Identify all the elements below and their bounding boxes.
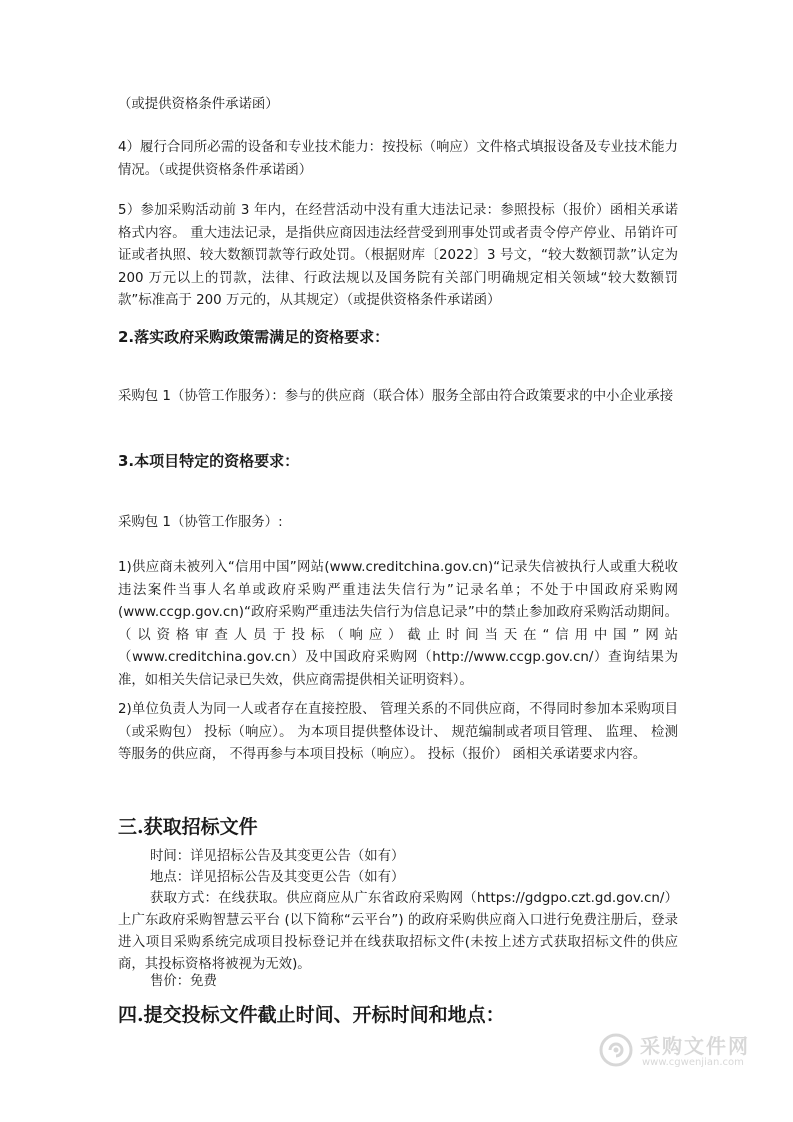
section-special-heading: 3.本项目特定的资格要求：: [118, 452, 300, 470]
item-5-text: 5）参加采购活动前 3 年内，在经营活动中没有重大违法记录：参照投标（报价）函相关承诺格式内容。 重大违法记录，是指供应商因违法经营受到刑事处罚或者责令停产停业、吊销许可证或者执照、较大数额罚款等行政处罚。（根据财库〔2022〕3 号文，“较大数额罚款”认定为 200 万元以上的罚款，法律、行政法规以及国务院有关部门明确规定相关领域“较大数额罚款”标准高于 200 万元的，从其规定）（或提供资格条件承诺函）: [118, 203, 678, 308]
special-requirement-1: 1)供应商未被列入“信用中国”网站(www.creditchina.gov.cn)“记录失信被执行人或重大税收违法案件当事人名单或政府采购严重违法失信行为”记录名单；不处于中国政府采购网(www.ccgp.gov.cn)“政府采购严重违法失信行为信息记录”中的禁止参加政府采购活动期间。（以资格审查人员于投标（响应）截止时间当天在“信用中国”网站（www.creditchina.gov.cn）及中国政府采购网（http://www.ccgp.gov.cn/）查询结果为准，如相关失信记录已失效，供应商需提供相关证明资料）。: [118, 560, 678, 688]
watermark-name: 采购文件网: [640, 1034, 750, 1058]
cgwenjian-logo-icon: [598, 1032, 634, 1068]
special-package-label: 采购包 1（协管工作服务）:: [118, 515, 283, 530]
special-requirement-2: 2)单位负责人为同一人或者存在直接控股、 管理关系的不同供应商，不得同时参加本采购项目（或采购包） 投标（响应）。 为本项目提供整体设计、 规范编制或者项目管理、 监理、 检测等服务的供应商， 不得再参与本项目投标（响应）。 投标（报价） 函相关承诺要求内容。: [118, 702, 678, 762]
watermark: [598, 1030, 758, 1074]
obtain-time: 时间：详见招标公告及其变更公告（如有）: [150, 849, 405, 864]
section-3-heading: 三.获取招标文件: [118, 816, 258, 838]
obtain-method: 获取方式：在线获取。供应商应从广东省政府采购网（https://gdgpo.czt.gd.gov.cn/）上广东政府采购智慧云平台 (以下简称“云平台”) 的政府采购供应商入口进行免费注册后，登录进入项目采购系统完成项目投标登记并在线获取招标文件(未按上述方式获取招标文件的供应商，其投标资格将被视为无效)。: [118, 891, 678, 972]
item-4-text: 4）履行合同所必需的设备和专业技术能力：按投标（响应）文件格式填报设备及专业技术能力情况。（或提供资格条件承诺函）: [118, 140, 678, 178]
section-4-heading: 四.提交投标文件截止时间、开标时间和地点：: [118, 1004, 505, 1026]
watermark-url: www.cgwenjian.com: [642, 1057, 744, 1068]
section-policy-heading: 2.落实政府采购政策需满足的资格要求：: [118, 328, 390, 346]
policy-text: 采购包 1（协管工作服务）：参与的供应商（联合体）服务全部由符合政策要求的中小企业承接: [118, 389, 674, 404]
cont-text: （或提供资格条件承诺函）: [118, 97, 279, 112]
obtain-price: 售价：免费: [150, 974, 217, 989]
obtain-place: 地点：详见招标公告及其变更公告（如有）: [150, 870, 405, 885]
